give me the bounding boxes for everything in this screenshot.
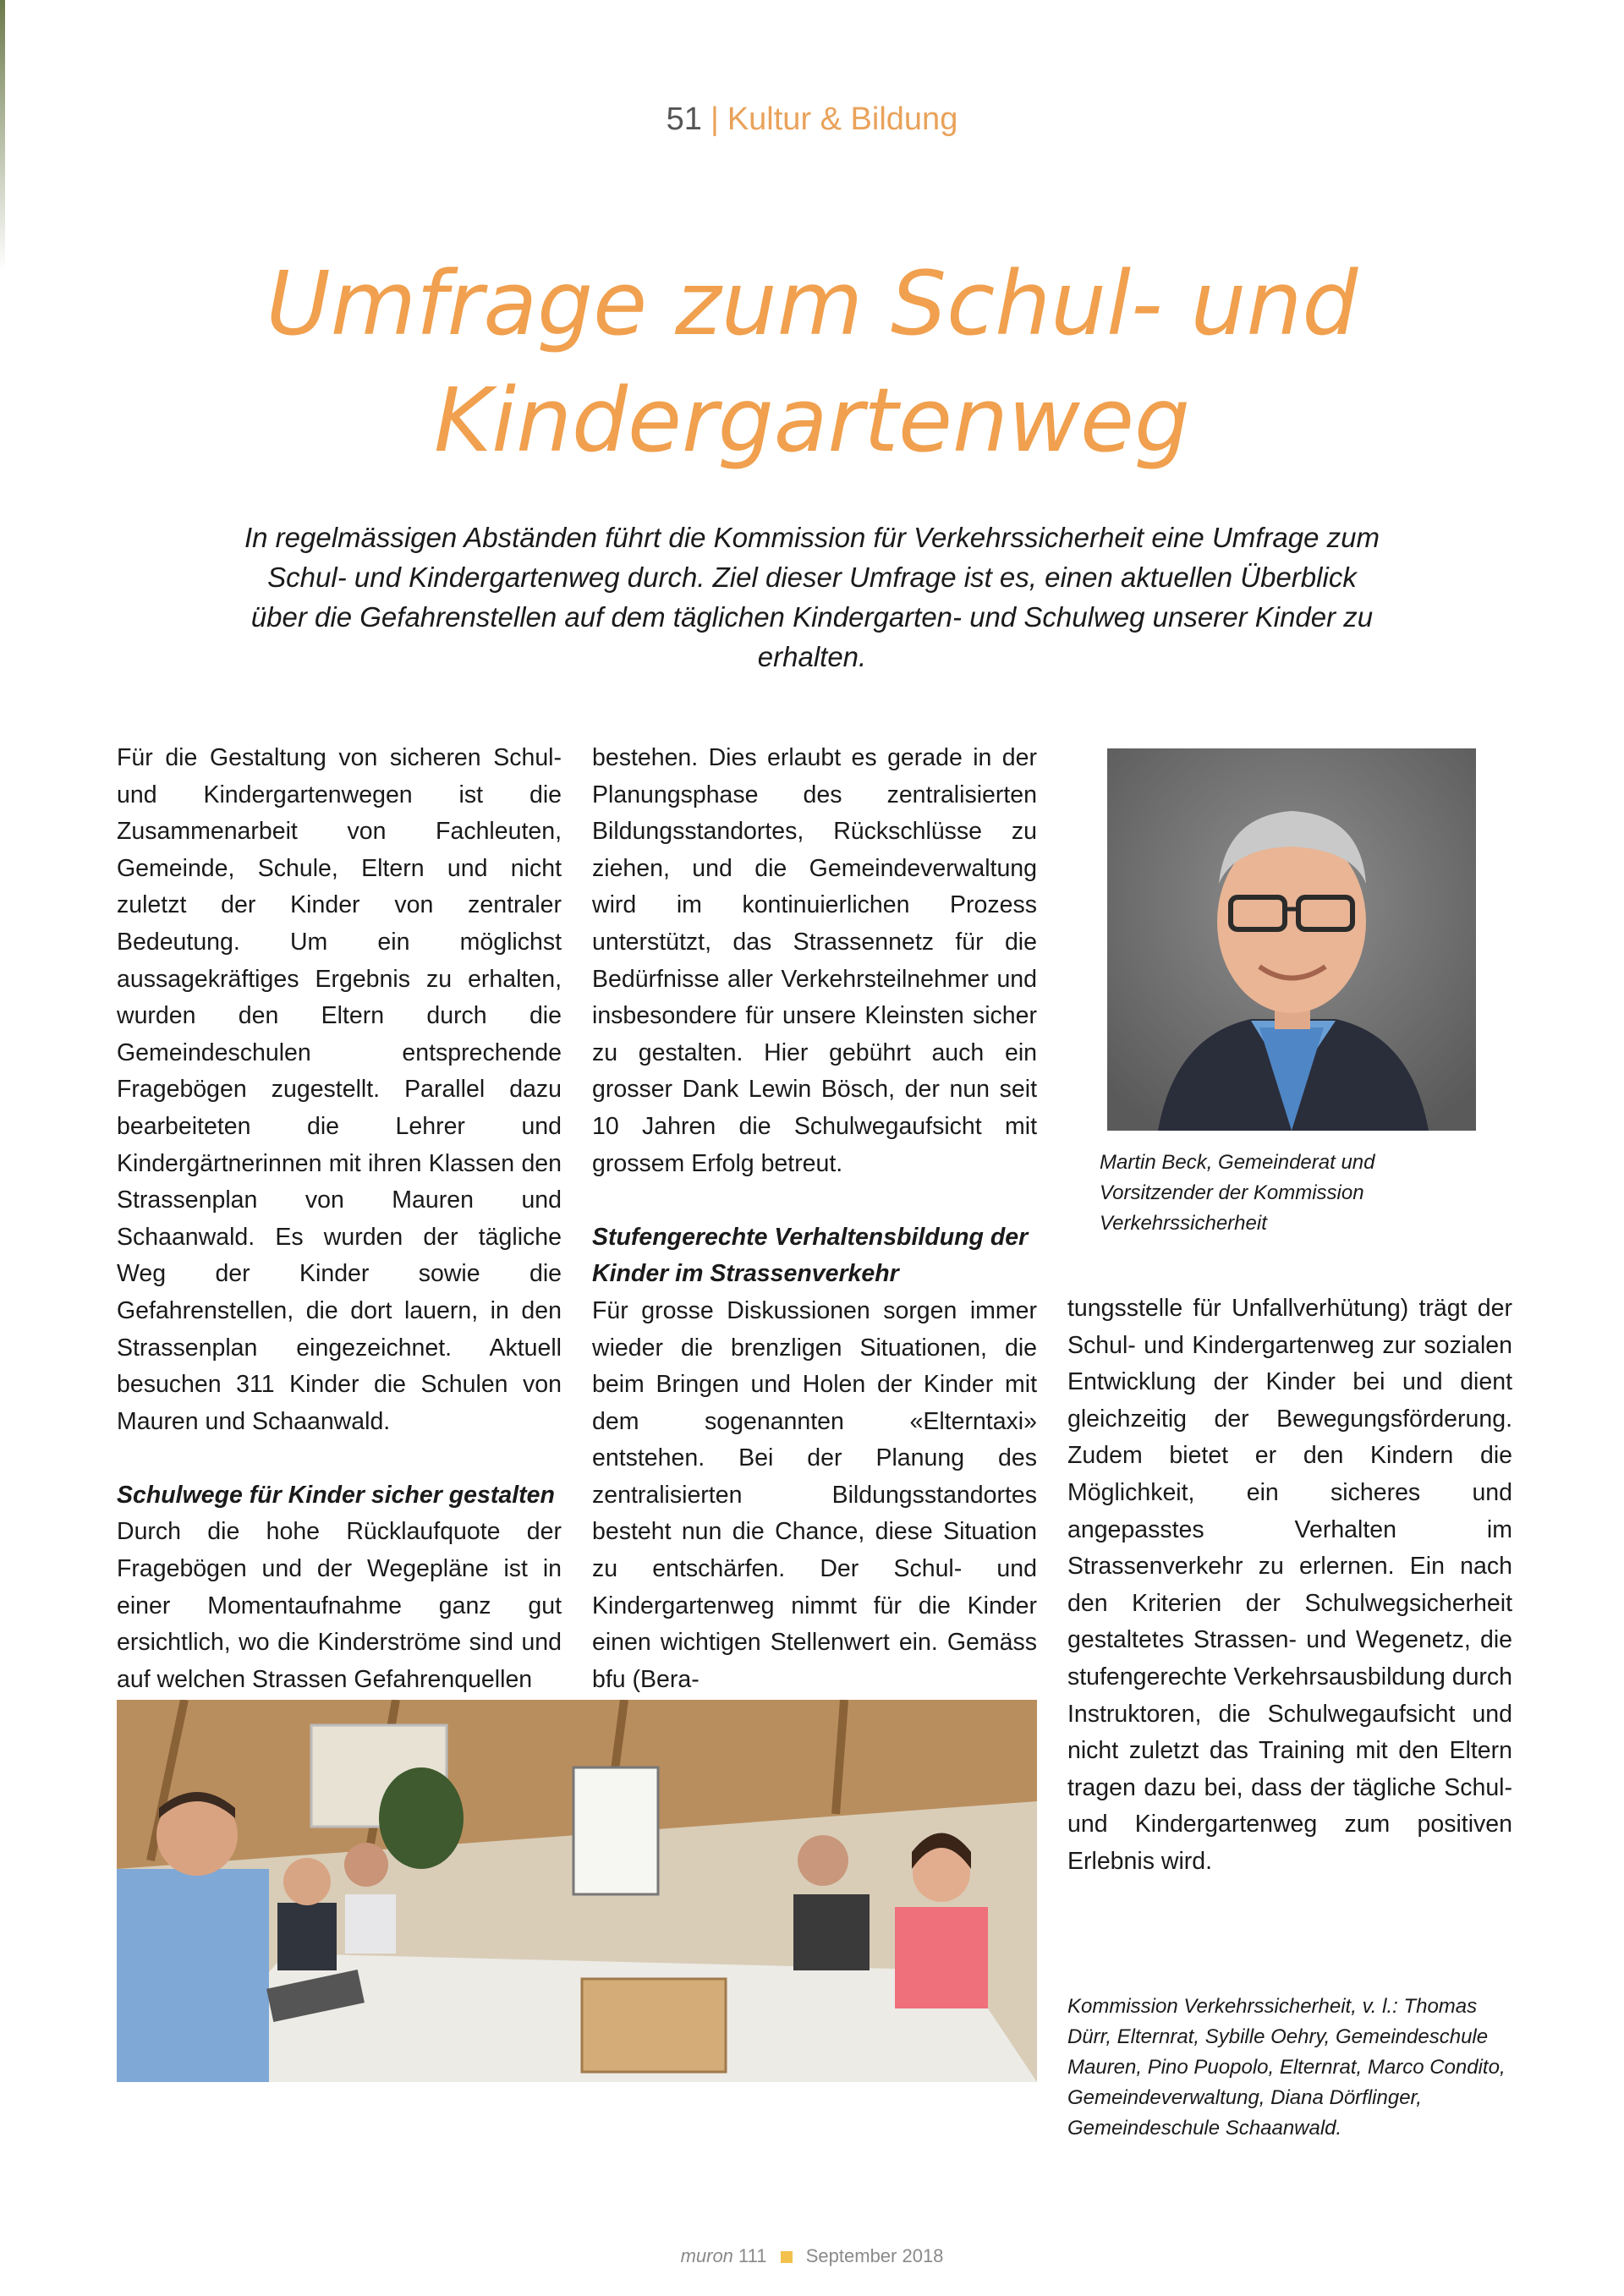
article-title: Umfrage zum Schul- und Kindergartenweg bbox=[266, 252, 1358, 472]
issue-date: September 2018 bbox=[805, 2245, 944, 2266]
page-header bbox=[0, 101, 1624, 138]
paragraph: Für grosse Diskussionen sorgen immer wieder die brenzligen Situationen, die beim Bringen und Holen der Kinder mit dem sogenannten «Elterntaxi» entstehen. Bei der Planung des zentralisierten Bildungsstandortes besteht nun die Chance, diese Situation zu entschärfen. Der Schul- und Kindergartenweg nimmt für die Kinder einen wichtigen Stellenwert ein. Gemäss bfu (Bera- bbox=[592, 1296, 1037, 1693]
header-separator: | bbox=[710, 101, 719, 137]
text-column-3 bbox=[1067, 1290, 1512, 1881]
subheading: Stufengerechte Verhaltensbildung der Kinder im Strassenverkehr bbox=[592, 1223, 1029, 1288]
portrait-photo bbox=[1107, 748, 1476, 1131]
footer-square-icon bbox=[781, 2251, 793, 2263]
issue-number: 111 bbox=[738, 2245, 767, 2266]
group-photo-caption: Kommission Verkehrssicherheit, v. l.: Thomas Dürr, Elternrat, Sybille Oehry, Gemeindeschule Mauren, Pino Puopolo, Elternrat, Marco Condito, Gemeindeverwaltung, Diana Dörflinger, Gemeindeschule Schaanwald. bbox=[1067, 1995, 1506, 2140]
portrait-caption: Martin Beck, Gemeinderat und Vorsitzender der Kommission Verkehrssicherheit bbox=[1100, 1151, 1375, 1235]
magazine-brand: muron bbox=[680, 2245, 733, 2266]
page-number: 51 bbox=[666, 101, 702, 137]
subheading: Schulwege für Kinder sicher gestalten bbox=[117, 1481, 555, 1509]
paragraph: Für die Gestaltung von sicheren Schul- und Kindergartenwegen ist die Zusammenarbeit von Fachleuten, Gemeinde, Schule, Eltern und nicht zuletzt der Kinder von zentraler Bedeutung. Um ein möglichst aussagekräftiges Ergebnis zu erhalten, wurden den Eltern durch die Gemeindeschulen entsprechende Fragebögen zugestellt. Parallel dazu bearbeiteten die Lehrer und Kindergärtnerinnen mit ihren Klassen den Strassenplan von Mauren und Schaanwald. Es wurden der tägliche Weg der Kinder sowie die Gefahrenstellen, die dort lauern, in den Strassenplan eingezeichnet. Aktuell besuchen 311 Kinder die Schulen von Mauren und Schaanwald. bbox=[117, 744, 562, 1435]
paragraph: Durch die hohe Rücklaufquote der Fragebögen und der Wegepläne ist in einer Momentaufnahme ganz gut ersichtlich, wo die Kinderströme sind und auf welchen Strassen Gefahrenquellen bbox=[117, 1518, 562, 1693]
text-column-2 bbox=[592, 740, 1037, 1698]
paragraph: tungsstelle für Unfallverhütung) trägt der Schul- und Kindergartenweg zur sozialen Entwicklung der Kinder bei und dient gleichzeitig der Bewegungsförderung. Zudem bietet er den Kindern die Möglichkeit, ein sicheres und angepasstes Verhalten im Strassenverkehr zu erlernen. Ein nach den Kriterien der Schulwegsicherheit gestaltetes Strassen- und Wegenetz, die stufengerechte Verkehrsausbildung durch Instruktoren, die Schulwegaufsicht und nicht zuletzt das Training mit den Eltern tragen dazu bei, dass der tägliche Schul- und Kindergartenweg zum positiven Erlebnis wird. bbox=[1067, 1295, 1513, 1875]
paragraph: bestehen. Dies erlaubt es gerade in der Planungsphase des zentralisierten Bildungsstandortes, Rückschlüsse zu ziehen, und die Gemeindeverwaltung wird im kontinuierlichen Prozess unterstützt, das Strassennetz für die Bedürfnisse aller Verkehrsteilnehmer und insbesondere für unsere Kleinsten sicher zu gestalten. Hier gebührt auch ein grosser Dank Lewin Bösch, der nun seit 10 Jahren die Schulwegaufsicht mit grossem Erfolg betreut. bbox=[592, 744, 1037, 1177]
page-footer bbox=[0, 2245, 1624, 2267]
group-photo bbox=[117, 1700, 1037, 2082]
text-column-1 bbox=[117, 740, 562, 1698]
section-name: Kultur & Bildung bbox=[727, 101, 958, 137]
article-lead: In regelmässigen Abständen führt die Kommission für Verkehrssicherheit eine Umfrage zum Schul- und Kindergartenweg durch. Ziel dieser Umfrage ist es, einen aktuellen Überblick über die Gefahrenstellen auf dem täglichen Kindergarten- und Schulweg unserer Kinder zu erhalten. bbox=[244, 522, 1380, 672]
